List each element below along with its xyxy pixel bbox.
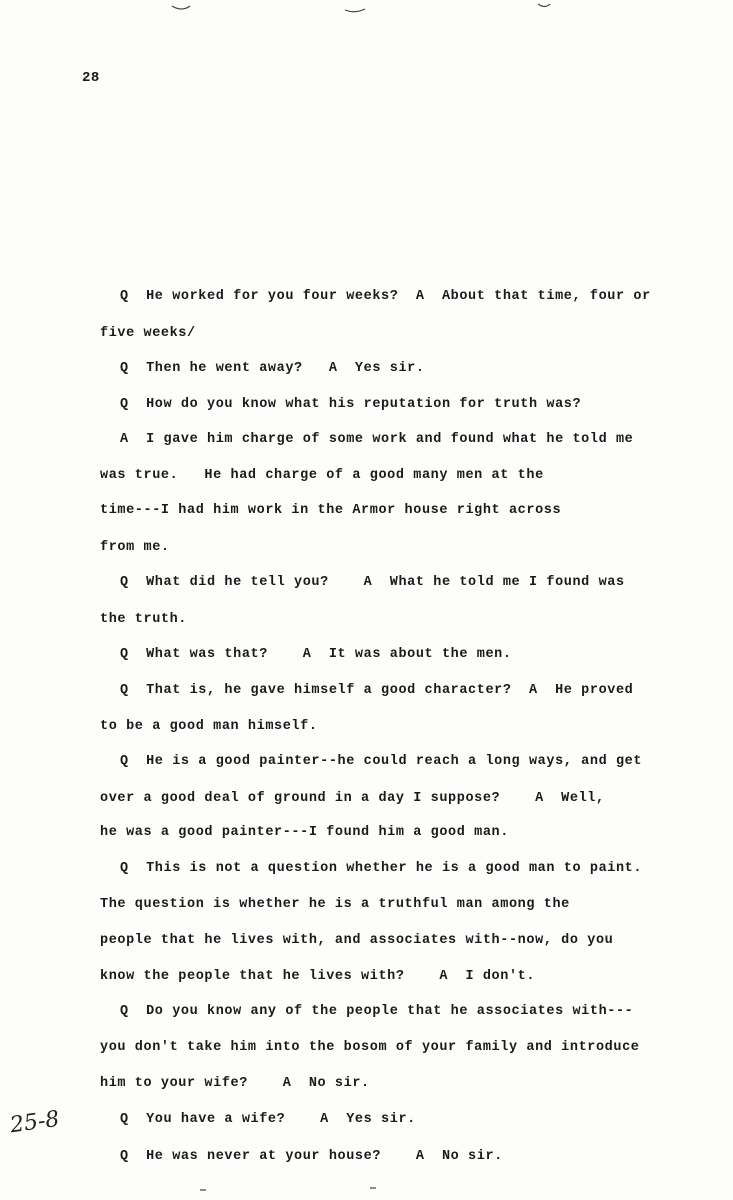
transcript-line: Q That is, he gave himself a good character? A He proved xyxy=(120,683,634,698)
transcript-line: him to your wife? A No sir. xyxy=(100,1076,370,1091)
page-number: 28 xyxy=(82,70,100,86)
transcript-line: A I gave him charge of some work and found what he told me xyxy=(120,432,634,447)
transcript-line: to be a good man himself. xyxy=(100,719,318,734)
transcript-line: he was a good painter---I found him a good man. xyxy=(100,825,509,840)
transcript-line: you don't take him into the bosom of your family and introduce xyxy=(100,1040,640,1055)
transcript-line: people that he lives with, and associates with--now, do you xyxy=(100,933,614,948)
transcript-line: time---I had him work in the Armor house right across xyxy=(100,503,562,518)
transcript-line: Q Do you know any of the people that he associates with--- xyxy=(120,1004,634,1019)
margin-note: 25-8 xyxy=(8,1106,61,1139)
transcript-line: from me. xyxy=(100,540,170,555)
top-edge-marks xyxy=(0,0,733,20)
transcript-line: Q You have a wife? A Yes sir. xyxy=(120,1112,416,1127)
transcript-line: Q How do you know what his reputation for truth was? xyxy=(120,397,582,412)
transcript-line: five weeks/ xyxy=(100,326,196,341)
transcript-line: know the people that he lives with? A I don't. xyxy=(100,969,536,984)
transcript-line: Q What did he tell you? A What he told me I found was xyxy=(120,575,625,590)
transcript-line: the truth. xyxy=(100,612,188,627)
transcript-line: The question is whether he is a truthful man among the xyxy=(100,897,570,912)
transcript-line: over a good deal of ground in a day I suppose? A Well, xyxy=(100,791,605,806)
transcript-line: Q This is not a question whether he is a good man to paint. xyxy=(120,861,643,876)
transcript-line: Q He worked for you four weeks? A About that time, four or xyxy=(120,289,651,304)
transcript-line: Q Then he went away? A Yes sir. xyxy=(120,361,425,376)
transcript-line: was true. He had charge of a good many men at the xyxy=(100,468,544,483)
transcript-line: Q He was never at your house? A No sir. xyxy=(120,1149,503,1164)
bottom-edge-marks xyxy=(0,1180,733,1200)
transcript-line: Q He is a good painter--he could reach a long ways, and get xyxy=(120,754,643,769)
transcript-line: Q What was that? A It was about the men. xyxy=(120,647,512,662)
